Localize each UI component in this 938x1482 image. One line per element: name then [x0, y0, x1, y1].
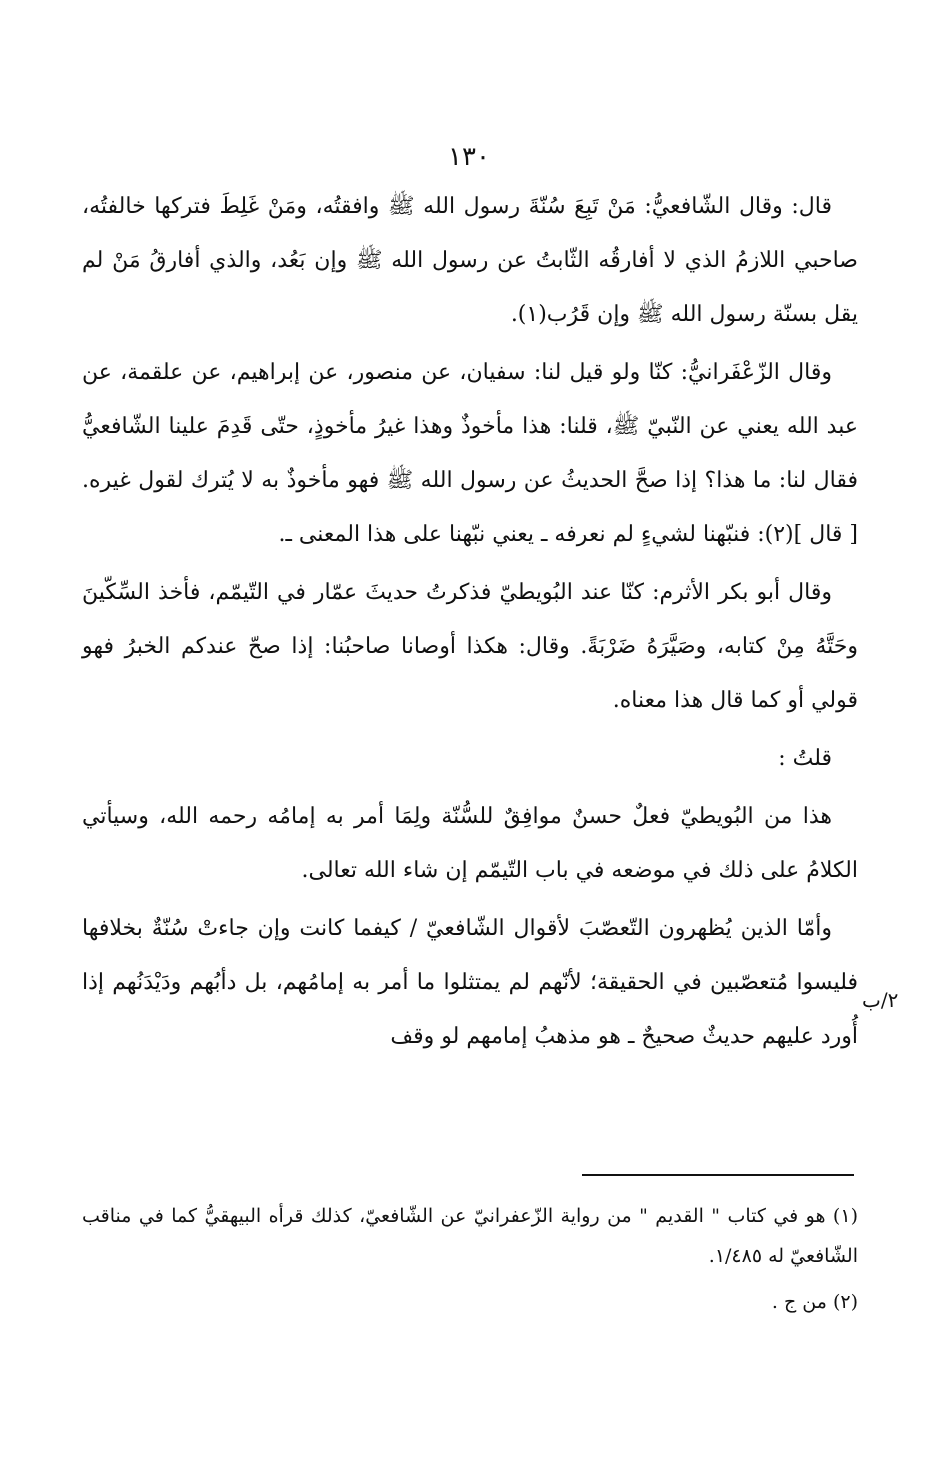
footnotes: [82, 1196, 858, 1328]
paragraph-buwayti-comment: هذا من البُويطيّ فعلٌ حسنٌ موافِقٌ للسُّنّة ولِمَا أمر به إمامُه رحمه الله، وسيأتي الكلامُ على ذلك في موضعه في باب التّيمّم إن شاء الله تعالى.: [82, 804, 858, 883]
footnote-1: (١) هو في كتاب " القديم " من رواية الزّعفرانيّ عن الشّافعيّ، كذلك قرأه البيهقيُّ كما في مناقب الشّافعيّ له ١/٤٨٥.: [82, 1205, 858, 1267]
paragraph-qultu: قلتُ :: [778, 746, 832, 771]
paragraph-zafarani: وقال الزّعْفَرانيُّ: كنّا ولو قيل لنا: سفيان، عن منصور، عن إبراهيم، عن علقمة، عن عبد الله يعني عن النّبيّ ﷺ، قلنا: هذا مأخوذٌ وهذا غيرُ مأخوذٍ، حتّى قَدِمَ علينا الشّافعيُّ فقال لنا: ما هذا؟ إذا صحَّ الحديثُ عن رسول الله ﷺ فهو مأخوذٌ به لا يُترك لقول غيره. [ قال ](٢): فنبّهنا لشيءٍ لم نعرفه ـ يعني نبّهنا على هذا المعنى ـ.: [82, 360, 858, 547]
page-number: ١٣٠: [448, 142, 490, 172]
paragraph-taassub: وأمّا الذين يُظهرون التّعصّبَ لأقوال الشّافعيّ / كيفما كانت وإن جاءتْ سُنّةٌ بخلافها فليسوا مُتعصّبين في الحقيقة؛ لأنّهم لم يمتثلوا ما أمر به إمامُهم، بل دأبُهم ودَيْدَنُهم إذا أُورد عليهم حديثٌ صحيحٌ ـ هو مذهبُ إمامهم لو وقف: [82, 916, 858, 1049]
margin-folio-note: ٢/ب: [862, 988, 899, 1012]
footnote-2: (٢) من ج .: [771, 1291, 858, 1313]
footnote-divider: [582, 1174, 854, 1176]
paragraph-athram: وقال أبو بكر الأثرم: كنّا عند البُويطيّ فذكرتُ حديثَ عمّار في التّيمّم، فأخذ السِّكّينَ وحَتَّهُ مِنْ كتابه، وصَيَّرَهُ ضَرْبَةً. وقال: هكذا أوصانا صاحبُنا: إذا صحّ عندكم الخبرُ فهو قولي أو كما قال هذا معناه.: [82, 580, 858, 713]
main-text: [82, 180, 858, 1068]
paragraph-shafii-quote: قال: وقال الشّافعيُّ: مَنْ تَبِعَ سُنّةَ رسول الله ﷺ وافقتُه، ومَنْ غَلِطَ فتركها خالفتُه، صاحبي اللازمُ الذي لا أفارقُه الثّابتُ عن رسول الله ﷺ وإن بَعُد، والذي أفارقُ مَنْ لم يقل بسنّة رسول الله ﷺ وإن قَرُب(١).: [82, 194, 858, 327]
